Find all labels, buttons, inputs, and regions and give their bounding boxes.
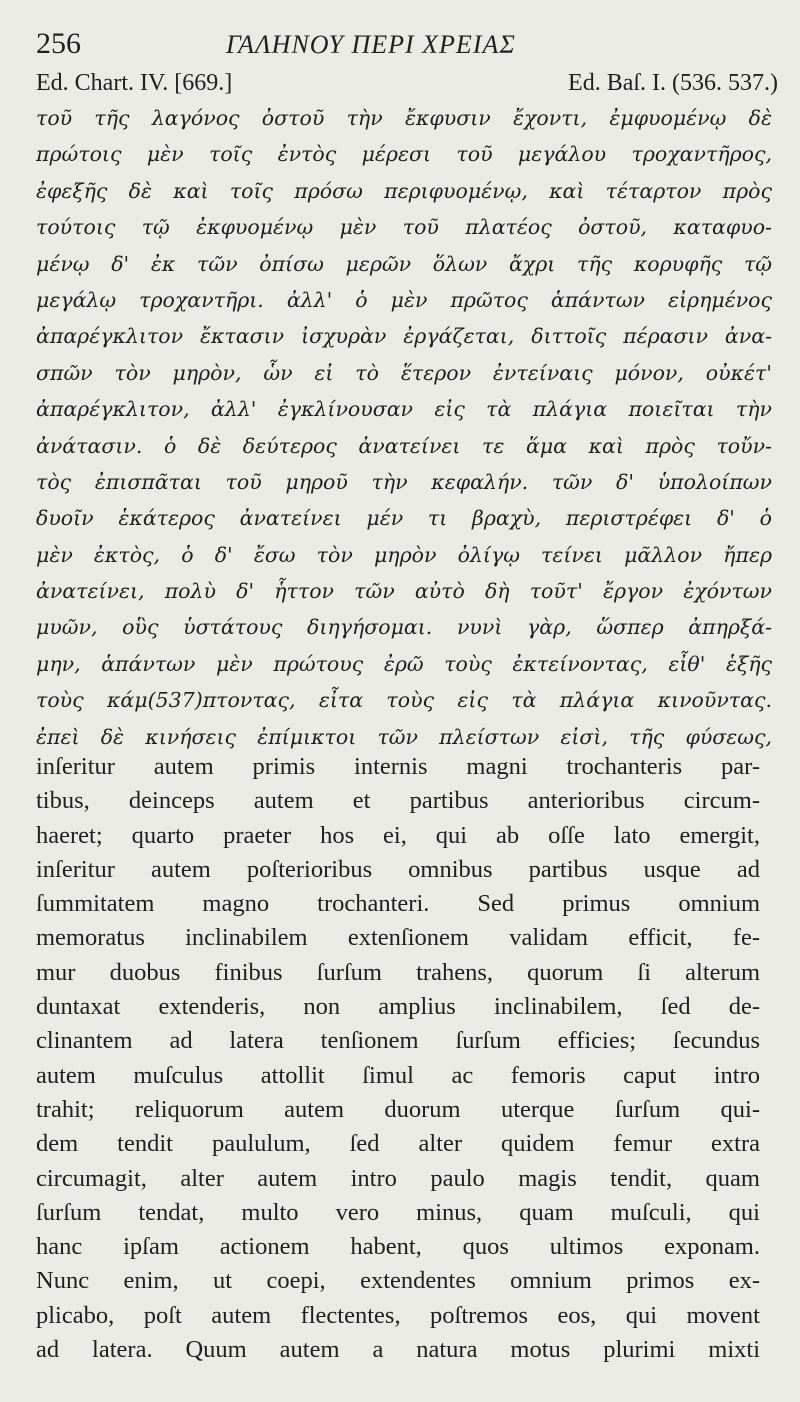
latin-line: trahit; reliquorum autem duorum uterque ſurſum qui- [36, 1095, 760, 1123]
greek-text-block [36, 100, 772, 755]
running-title: ΓΑΛΗΝΟΥ ΠΕΡΙ ΧΡΕΙΑΣ [226, 30, 516, 59]
page-header [36, 26, 776, 66]
latin-line: duntaxat extenderis, non amplius inclinabilem, ſed de- [36, 993, 760, 1021]
latin-line: tibus, deinceps autem et partibus anterioribus circum- [36, 787, 760, 815]
greek-line: μυῶν, οὓς ὑστάτους διηγήσομαι. νυνὶ γὰρ, ὥσπερ ἀπηρξά- [36, 615, 772, 640]
latin-text-block [36, 750, 760, 1367]
latin-line: memoratus inclinabilem extenſionem validam efficit, fe- [36, 924, 760, 952]
latin-line: inſeritur autem primis internis magni trochanteris par- [36, 753, 760, 780]
latin-line: inſeritur autem poſterioribus omnibus partibus usque ad [36, 855, 760, 883]
greek-line: μὲν ἐκτὸς, ὁ δ' ἔσω τὸν μηρὸν ὀλίγῳ τείνει μᾶλλον ἤπερ [36, 542, 772, 567]
greek-line: ἀνατείνει, πολὺ δ' ἧττον τῶν αὐτὸ δὴ τοῦτ' ἔργον ἐχόντων [36, 579, 772, 604]
page-number: 256 [36, 27, 81, 60]
latin-line: clinantem ad latera tenſionem ſurſum efficies; ſecundus [36, 1027, 760, 1055]
greek-line: ἐφεξῆς δὲ καὶ τοῖς πρόσω περιφυομένῳ, καὶ τέταρτον πρὸς [36, 178, 772, 203]
edition-references [36, 68, 778, 98]
latin-line: dem tendit paululum, ſed alter quidem femur extra [36, 1130, 760, 1158]
edition-basel-reference: Ed. Baſ. I. (536. 537.) [568, 70, 778, 96]
greek-line: ἀνάτασιν. ὁ δὲ δεύτερος ἀνατείνει τε ἅμα καὶ πρὸς τοὔν- [36, 433, 772, 458]
greek-line: πρώτοις μὲν τοῖς ἐντὸς μέρεσι τοῦ μεγάλου τροχαντῆρος, [36, 142, 772, 167]
greek-line: τούτοις τῷ ἐκφυομένῳ μὲν τοῦ πλατέος ὀστοῦ, καταφυο- [36, 215, 772, 240]
latin-line: ſummitatem magno trochanteri. Sed primus omnium [36, 890, 760, 918]
greek-line: μένῳ δ' ἐκ τῶν ὀπίσω μερῶν ὅλων ἄχρι τῆς κορυφῆς τῷ [36, 251, 772, 276]
latin-line: Nunc enim, ut coepi, extendentes omnium primos ex- [36, 1267, 760, 1295]
latin-line: circumagit, alter autem intro paulo magis tendit, quam [36, 1164, 760, 1192]
greek-line: ἀπαρέγκλιτον ἔκτασιν ἰσχυρὰν ἐργάζεται, διττοῖς πέρασιν ἀνα- [36, 324, 772, 349]
latin-line: autem muſculus attollit ſimul ac femoris caput intro [36, 1061, 760, 1089]
greek-line: μην, ἁπάντων μὲν πρώτους ἐρῶ τοὺς ἐκτείνοντας, εἶθ' ἑξῆς [36, 651, 772, 676]
greek-line: δυοῖν ἑκάτερος ἀνατείνει μέν τι βραχὺ, περιστρέφει δ' ὁ [36, 506, 772, 531]
latin-line: mur duobus finibus ſurſum trahens, quorum ſi alterum [36, 958, 760, 986]
latin-line: ſurſum tendat, multo vero minus, quam muſculi, qui [36, 1198, 760, 1226]
edition-chart-reference: Ed. Chart. IV. [669.] [36, 70, 233, 96]
greek-line: τοὺς κάμ(537)πτοντας, εἶτα τοὺς εἰς τὰ πλάγια κινοῦντας. [36, 688, 772, 713]
latin-line: plicabo, poſt autem flectentes, poſtremos eos, qui movent [36, 1301, 760, 1329]
latin-line: ad latera. Quum autem a natura motus plurimi mixti [36, 1336, 760, 1364]
greek-line: ἀπαρέγκλιτον, ἀλλ' ἐγκλίνουσαν εἰς τὰ πλάγια ποιεῖται τὴν [36, 397, 772, 422]
greek-line: τοῦ τῆς λαγόνος ὀστοῦ τὴν ἔκφυσιν ἔχοντι, ἐμφυομένῳ δὲ [36, 106, 772, 130]
greek-line: τὸς ἐπισπᾶται τοῦ μηροῦ τὴν κεφαλήν. τῶν δ' ὑπολοίπων [36, 469, 772, 494]
latin-line: haeret; quarto praeter hos ei, qui ab oſſe lato emergit, [36, 821, 760, 849]
greek-line: σπῶν τὸν μηρὸν, ὧν εἰ τὸ ἕτερον ἐντείναις μόνον, οὐκέτ' [36, 360, 772, 385]
greek-line: μεγάλῳ τροχαντῆρι. ἀλλ' ὁ μὲν πρῶτος ἁπάντων εἰρημένος [36, 287, 772, 312]
greek-line: ἐπεὶ δὲ κινήσεις ἐπίμικτοι τῶν πλείστων εἰσὶ, τῆς φύσεως, [36, 724, 772, 749]
latin-line: hanc ipſam actionem habent, quos ultimos exponam. [36, 1233, 760, 1261]
